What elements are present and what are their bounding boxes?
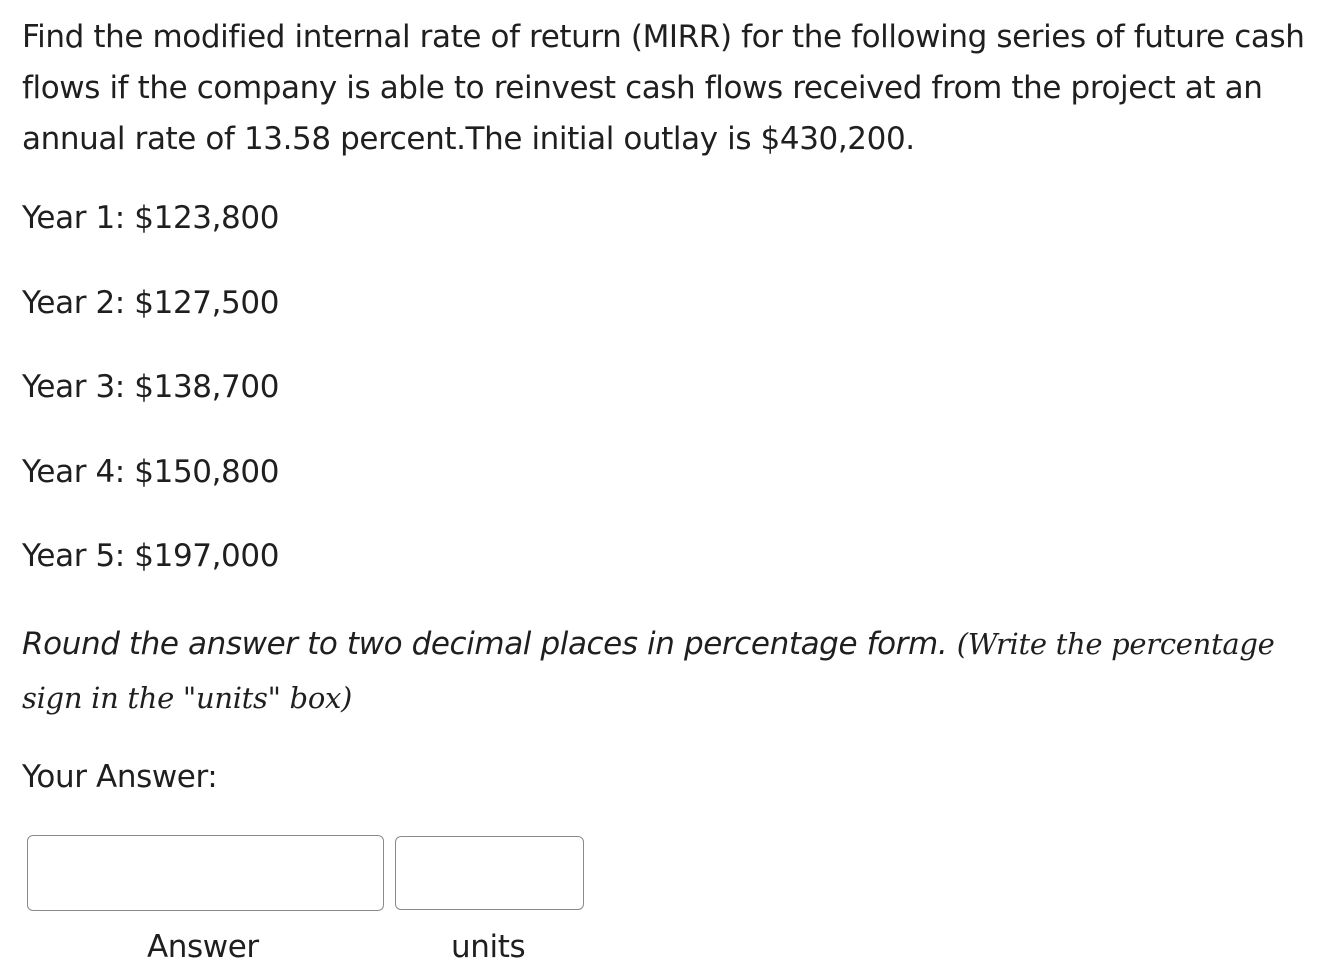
rounding-instruction bbox=[22, 617, 1312, 725]
units-input[interactable] bbox=[395, 836, 584, 910]
answer-input[interactable] bbox=[27, 835, 384, 911]
cash-flow-year-2: Year 2: $127,500 bbox=[22, 285, 280, 321]
question-text: Find the modified internal rate of return (MIRR) for the following series of future cash flows if the company is able to reinvest cash flows received from the project at an annual rate of 13.58 percent.The initial outlay is $430,200. bbox=[22, 19, 1305, 157]
cash-flow-year-5: Year 5: $197,000 bbox=[22, 538, 280, 574]
rounding-instruction-main: Round the answer to two decimal places in percentage form. bbox=[22, 626, 948, 662]
units-input-label: units bbox=[451, 929, 526, 965]
cash-flow-year-4: Year 4: $150,800 bbox=[22, 454, 280, 490]
units-note: (Write the percentage sign in the "units" box) bbox=[22, 627, 1275, 715]
answer-input-label: Answer bbox=[147, 929, 259, 965]
your-answer-heading: Your Answer: bbox=[22, 759, 218, 795]
cash-flow-year-3: Year 3: $138,700 bbox=[22, 369, 280, 405]
cash-flow-year-1: Year 1: $123,800 bbox=[22, 200, 280, 236]
